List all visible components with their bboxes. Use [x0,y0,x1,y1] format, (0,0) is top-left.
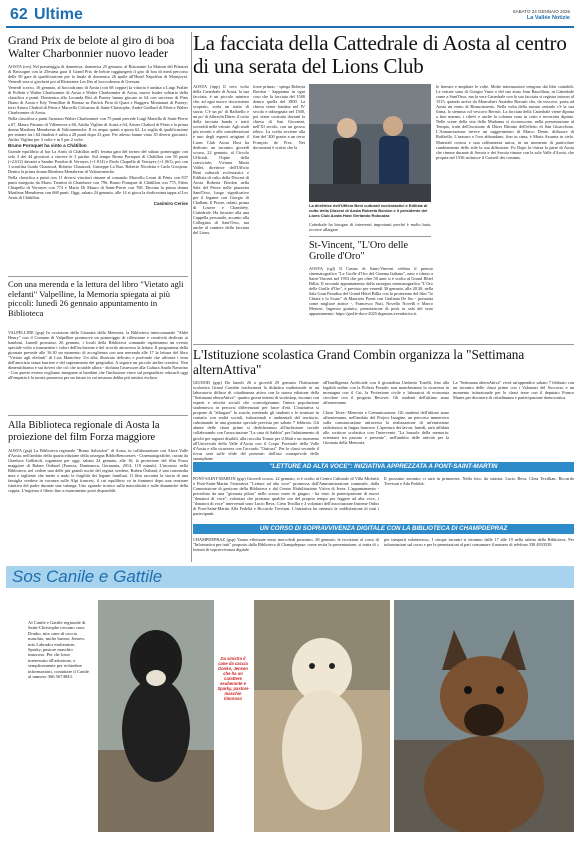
main-col-4: le finestre e ampliare le volte. Molte informazioni vengono dai libri contabili. Le vetrate sono di Giorgio Vaser e del suo aiuto Jean Bauchhon, in Cattedrale come a Sant'Orso, ma la vera Cattedrale con la sua facciata si registra intorno al 1515, quando arriva da Moncalieri Amedeo Berrutti che, da vescovo, porta ad Aosta un vento di Rinascimento. Nella volta della navata centrale c'è la sua firma, lo stemma col vescovo Berruti. La facciata della Cattedrale viene dipinta a fine marmo, i rilievi e anche la colonna sono in cotto e terracotta dipinta. Nelle scene della vita della Madonna si riconoscono, nella presentazione al Tempio, tratti dell'incisione di Dürer Ritratto dell'effetto di San Gioacchino. L'Annunciazione invece un suggerimento di Marco Dente, diffusore di Raffaello. L'azzurro e l'oro abbondano, fino in cima, è Maria Assunta in cielo. Materiali costosi e una raffinatezza unica, in un momento di particolare cambiamento dello stile la sua diffusione. Fu Dopo la chiesa la parte di Aosta che rimase durante di Savoia e dei Savoia rimase con la sola Valle d'Aosta, che propria nel 1536 istituisce il Conseil des commis. [436,84,574,160]
belote-para: AOSTA (ces) Nel pomeriggio di domenica, domenica 25 gennaio, al Ristorante La Maison del Pilastrei di Brissogne con la 25esima gara il Grand Prix de belote raggiungerà il giro di boa di metà percorso delle 50 gare di qualificazione per la finale di domenica 26 aprile all'Hotel Napoléon di Montjovet. Venerdì sera si giocherà poi al Ristorante Les Iles al boccodromo di Gressan. [8,64,188,85]
pont-col-2: Il prossimo incontro ci sarà in primavera. Nella foto, da sinistra, Lucio Beva, Cleta Texillian, Riccardo Trevisan e Ada Fedeltà. [384,476,574,487]
article-belote-body [8,64,188,206]
section-title: Ultime [34,6,83,23]
belote-para: Nella classifica a punti con 11 diversi vincitori rimane al comando Marcello Leoni di Fénis con 837 punti inseguito da Mario Trentini di Chambave con 796, Bruno Pornquet di Châtillon con 775, Fabio Chiapello di Verrayes con 774 e Mario Di Mauro di Saint-Pierre con 768. Decima la prima donna Marilena Menabreaz con 668 punti. Oggi, sabato 24 gennaio, alle 14 si gioca la dodicesima tappa al Les Arnis di Châtillon. [8,174,188,201]
page-number: 62 [10,6,28,23]
stvincent-headline: St-Vincent, "L'Oro delle Grolle d'Oro" [309,240,409,262]
banner-pont-saint-martin: "LETTURE AD ALTA VOCE": INIZIATIVA APPREZZATA A PONT-SAINT-MARTIN [193,462,574,472]
belote-signature: Casimiro Cerise [153,201,188,207]
issue-date: SABATO 24 GENNAIO 2026 [512,9,570,14]
article-film-headline: Alla Biblioteca regionale di Aosta la proiezione del film Forza maggiore [8,420,160,443]
main-headline: La facciata della Cattedrale di Aosta al centro di una serata del Lions Club [193,31,567,78]
photo-illustration [309,84,431,202]
lions-club-photo [309,84,431,202]
champ-col-1: CHAMPDEPRAZ (gsp) Vanno effettuate entro mercoledì prossimo, 28 gennaio, le iscrizioni al corso di "Informatica per tutti" proposto dalla Biblioteca di Champdepraz: come recita la presentazione, si tratta di « lezioni di sopravvivenza digitale [193,537,379,553]
article-valpelline-body: VALPELLINE (gsp) In occasione della Giornata della Memoria, la Biblioteca intercomunale "Abbé Henry" con il Comune di Valpelline promuove un pomeriggio di riflessione e creatività dedicato ai bambini. Lunedì prossimo, 26 gennaio, i locali della Biblioteca comunale ospiteranno un evento speciale volto a trasmettere i valori dell'inclusione e del ricordo attraverso la lettura. Il programma della giornata prevede alle 16.30 un momento di accoglienza con una merenda alle 17 la lettura del libro "Vietato agli elefanti" di Lisa Mantchev. Un albo illustrato delicato e profondo che affronta i temi dell'amicizia senza barriere e del superamento dei pregiudizi. A seguire un piccolo atelier creativo. Non dimentichiamo e sui doveri che ciò che accadde allora - dichiara l'assessore alla Cultura Analù Navarino - Con questo evento vogliamo insegnare ai bambini che l'inclusione vince sul pregiudizio: educarli oggi all'empatia è la nostra promessa per un futuro in cui nessuno debba più sentirsi escluso. [8,330,188,381]
main-col-2: fosse prima» - spiega Roberta Bordon - Sappiamo in ogni caso che la facciata del 1500 dentro quella del 1800. La chiesa viene fondata nel IV secolo e ridisegnata nel 1500, poi viene costruita davanti la chiesa di San Giovanni, nell'XI secolo, con un grosso telero. La scelta avviene alla fine del '400 grazie a un certo François de Prez. Nei documenti è scritto che la [253,84,305,150]
sos-canile-section [6,566,574,838]
divider [309,236,431,237]
sos-title: Sos Canile e Gattile [6,566,574,588]
belote-para: Nella classifica a punti l'aostano Walter Charbonnier con 75 punti precede Luigi Martella di Saint-Pierre a 67, Mauro Patruno di Villeneuve a 66, Attilio Viglino di Aosta a 64, Arturo Chabod di Fénis e la prima donna Marilena Menabreaz di Valtournenche. Il ex aequo quinti a quota 62. La soglia di qualificazione per entrare tra i 64 finalisti è salita a 28 punti dopo 23 gare. Per adesso hanno vinto 35 diversi giocatori. Attilio Viglino per 3 volte e in 5 per 2 volte. [8,116,188,142]
champ-col-2: per inesperti volenterosi». I cinque incontri si terranno dalle 17 alle 19 nella saletta della Biblioteca. Per informazioni sul corso e per le prenotazioni al pari consumare il numero di telefono 338 4933530. [384,537,574,548]
paper-name: La Vallée Notizie [526,15,570,21]
article-belote-headline: Grand Prix de belote al giro di boa Walter Charbonnier nuovo leader [8,33,175,60]
dog-jensen-illustration [254,600,390,832]
dog-photo-donko [98,600,214,832]
sos-text: Al Canile e Gattile regionale di Saint-Christophe cercano casa: Donko, mix cane di caccia maschio, molto buono; Jensen, mix Labrador esuberante; Sparky, pastore maschio timoroso. Per chi fosse interessato all'adozione, o semplicemente per richiedere informazioni, contattare il Canile al numero 366 5674843. [28,620,89,680]
article-film-body: AOSTA (gsp) La Biblioteca regionale "Bruno Salvadori" di Aosta, in collaborazione con Alace Valle d'Aosta, nell'ambito della quarta edizione della rassegna BiblioRencontres - Cinematografiche, curata da Gianluca Gallizioli, organizza per oggi, sabato 24 gennaio, alle 16, la proiezione del film Forza maggiore di Ruben Östlund (Francia, Danimarca, Germania, 2014, 118 minuti). L'incontro nella Biblioteca, nel vedere una delle più grandi uscite del regista svedese, Ruben Östlund, è una commedia nera e tagliente che mette a nudo la fragilità dei legami familiari. Il film racconta la storia di una famiglia svedese in vacanza sulle Alpi francesi, il cui equilibrio va in frantumi dopo una reazione istintiva del padre durante una valanga. Uno sguardo ironico sulla mascolinità e sulle dinamiche della coppia. L'ingresso è libero fino a esaurimento posti disponibili. [8,448,188,494]
banner-champdepraz: UN CORSO DI SOPRAVVIVENZA DIGITALE CON LA BIBLIOTECA DI CHAMPDEPRAZ [193,524,574,534]
main-col-1: AOSTA (ttpp) Il vero volto della Cattedrale di Aosta, la sua facciata, è un piccolo miniero che, ad ogni nuovo docu-mento scoperto, svela un tratto di storia. C'è un po' di Raffaello e un po' di Albrecht Dürer, il cotto della facciata banda e tratti sovraddi nelle vetrate. Agli studi più recenti e alle considerazioni e uno degli esperti artigiani il Lions Club Aosta Host ha dedicato un incontro giovedì scorso, 22 gennaio, al Circolo Ufficiali. Ospite della conviviale, Viviana Maria Vallet, direttrice dell'Ufficio Beni culturali ecclesiastici e Edilizia di culto della Diocesi di Aosta Roberta Bordon nella Sala del Priore nella piazzetta Sant'Orso, luogo significativo per il legame con Giorgio di Challant. Il Priore, infatti, prima di Louvre e Chambéry. Cattedrale. Ha lavorato alla una Cappella personale, accanto alla Collegiata di Sant'Orso, ma anche al cantiere della facciata del Lions. [193,84,249,236]
stvincent-body: AOSTA (cgl) Il Casino di Saint-Vincent celebra il premio cinematografico "Le Grolle d'Oro del Cinema Italiano", nato e ideato a Saint-Vincent nel 1953 che per oltre 50 anni si è svolto al Grand Hôtel Billia. Il secondo appuntamento della rassegna cinematografica "L'Oro delle Grolle d'Oro", è previsto per venerdì 30 gennaio, alle 20.30, nella Sala Gran Paradiso del Grand Hôtel Billia con la proiezione del film "Io Chiara e lo Scuro" di Maurizio Ponzi con Giuliana De Sio - premiata come migliore attrice -, Francesco Nuti, Novello Novelli e Marco Messeri. Ingresso gratuito, prenotazione di posti in sala del seuo appuntamento: https://grolle-doro-2025.tkgenius.eventfactor.it. [309,266,433,317]
main-col-3: Cattedrale ha bisogno di interventi importanti perché è molto buia, occorre allargare [309,222,431,233]
dog-sparky-illustration [394,600,574,832]
dog-donko-illustration [98,600,214,832]
grandcombin-headline: L'Istituzione scolastica Grand Combin organizza la "Settimana alternAttiva" [193,347,525,377]
masthead [6,4,574,28]
grandcombin-col-4: La "Settimana alternAttiva" vivrà un'appendice sabato 7 febbraio con un incontro delle classi prime con i Volontari del Soccorso e un momento istituzionale per le classi terze con il deputato Franco Manes per discutere di cittadinanza e partecipazione democratica. [453,380,574,401]
belote-subhead: Bruno Pornquet ha vinto a Châtillon [8,142,87,148]
lions-photo-caption: La direttrice dell'Ufficio Beni culturali ecclesiastici e Edilizia di culto della Diocesi di Aosta Roberta Bordon e il presidente del Lions Club Aosta Host Gerlando Roboulaz [309,203,428,218]
divider [8,415,188,416]
divider [193,344,574,345]
belote-para: Grande equilibrio al bar La Arnis di Châtillon nell'i lesima gara del torneo del sabato pomeriggio con solo 3 dei 44 giocatori a vincere le 3 partite. Sul tempo Bruno Pornquet di Châtillon con 50 punti (+2.612) davanti a Sandro Poudon di Verrayes (+1.814) e Paolo Chapella di Verrayes (+1.061); poi con 1 sconfitta Guido Chaussod, Roberto Chaussod, Giuseppe Lo Rao, Roberto Nicoletta e Carlo Grosjean. Dentro la prima donna Marilena Menabreaz di Valtournenche. [8,148,188,174]
article-valpelline-kicker [8,280,188,318]
grandcombin-col-2: all'Intelligenza Artificiale con il giornalista Umberto Tozelli, fino alla legalità online con la Polizia Postale; non mancheranno la sicurezza in montagna con il Cai, la Protezione civile e laboratori di economia circolare con il progetto Recover. Gli studenti dell'ultimo anno affronteranno [323,380,449,406]
column-rule [191,32,192,562]
dog-photo-jensen [254,600,390,832]
grandcombin-col-1: GIGNOD (gsp) Da lunedì 26 a giovedì 29 gennaio l'Istituzione scolastica Grand Combin trasformerà la didattica tradizionale in un laboratorio diffuso di cittadinanza attiva con la nuova edizione della "Settimana alternAttiva": quattro giorni intensi di workshop, incontri con esperti e attività sociali che coinvolgeranno l'intera popolazione studentesca in percorsi differenziati per fasce d'età. L'iniziativa si propone di "allargare" la scuola, mettendo gli studenti e le strutture in contatto con realtà sociali, istituzionali e ambientali del territorio, culminando in una giornata speciale prevista per sabato 7 febbraio. Gli alunni delle classi prime si dedicheranno all'inclusione sociale collaborando con l'associazione "La casa di Sabbia" per l'adattamento di giochi per ragazzi disabili, alla raccolta Tomas per il Mali e un momento all'Università della Valle d'Aosta con il Corpo Forestale della Valle d'Aosta e alla sicurezza con l'accordo "Outcast". Per le classi seconde il focus sarà sulle sfide del presente: dall'uso consapevole dello smartphone [193,380,319,461]
belote-para: Venerdì scorso, 16 gennaio, al boccodromo di Aosta (con 68 coppie) la vittoria è andata a Luigi Praller di Pollein e Walter Charbonnier di Aosta e Walter Charbonnier di Aosta, nuovo leader solitario della classifica a punti. Domenica alla Locanda Bisi di Pontey hanno giocato in 64 con successo di Pino Diano di Aosta e Edy Vermillon di Bionaz su Patrick Piria di Quart e Ruggero Montanari di Pontey; terzi Arturo Chabod di Fénis e Marcello Colosimo di Saint-Christophe, André Gaillard di Fénis e Walter Charbonnier di Aosta. [8,85,188,116]
sos-photo-caption: Da sinistra il cane da caccia Donko, Jensen che ha un carattere esuberante e Sparky, pastore maschio timoroso [217,656,249,701]
pont-col-1: PONT-SAINT-MARTIN (gsp) Giovedì scorso, 22 gennaio, si è svolto al Centro Culturale di Villa Michetti a Pont-Saint-Martin l'iniziativa "Letture ad alta voce" promossa dall'Amministrazione comunale, dalla Commissione di gestione della Biblioteca e dal Centro Riabilitazione Visiva di Ivrea. L'appuntamento - preceduto da una "giornata pilota" nello scorso mese di giugno - ha visto la partecipazione di nuovi "donatori di voce", volontari che prestano qualche ora del proprio tempo per leggere ad alta voce, i "donatori di voce" intervenuti sono Lucio Beva, Ciera Texillia e 2 volontari dell'associazione Insieme Onlus di Pont-Saint-Martin Alla Fedeltà e Riccardo Trevisan. L'iniziativa ha ottenuto la soddisfazione di tutti i partecipanti. [193,476,379,517]
date-info [513,9,570,21]
grandcombin-col-3: Classi Terze: Memoria e Comunicazione. Gli studenti dell'ultimo anno affronteranno, nell'ambito del Project Imagine, un percorso immersivo sulla comunicazione attraverso la realizzazione di un'emissione radiofonica in lingua francese. L'apertura dei lavori, lunedì, sarà affidata allo scrittore scolastica con l'intervento "La bussola della memoria: orientarsi tra passato e presente", nell'ambito delle attività per la Giornata della Memoria. [323,410,449,446]
valpelline-headline: Con una merenda e la lettura del libro "Vietato agli elefanti" Valpelline, la Memoria spiegata ai più piccoli: lunedì 26 gennaio appuntamento in Biblioteca [8,279,184,318]
divider [8,276,188,277]
dog-photo-sparky [394,600,574,832]
